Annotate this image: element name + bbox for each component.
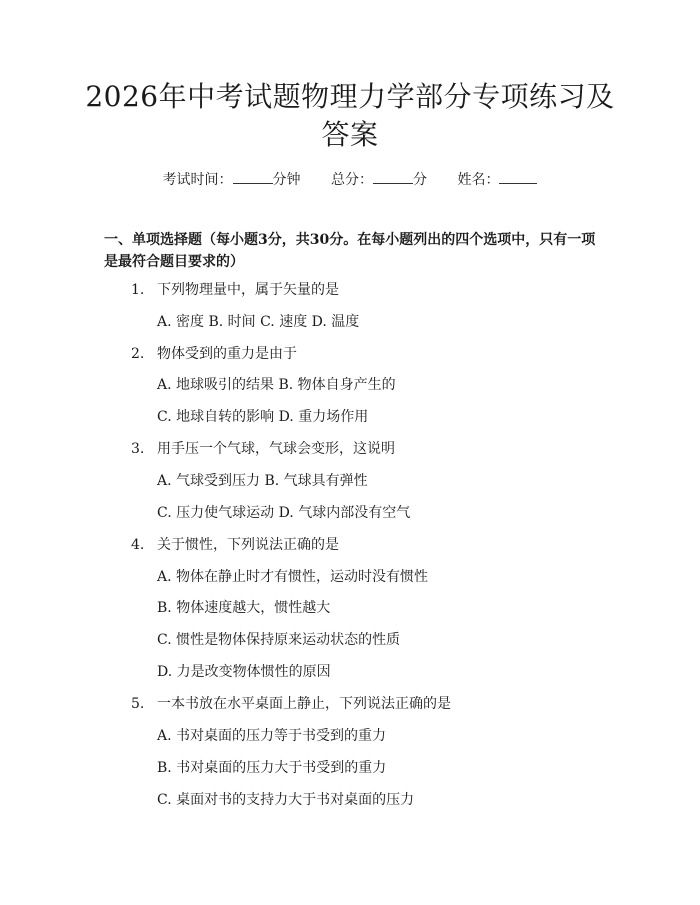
- student-name-blank: [499, 169, 537, 184]
- question-3-option-line-1: A. 气球受到压力 B. 气球具有弹性: [157, 473, 368, 489]
- exam-time-label: 考试时间：: [162, 172, 233, 188]
- question-text: 用手压一个气球，气球会变形，这说明: [157, 441, 395, 457]
- question-2-option-line-1: A. 地球吸引的结果 B. 物体自身产生的: [157, 377, 396, 393]
- question-2: [131, 345, 297, 363]
- question-3: [131, 440, 395, 458]
- question-5-option-a: A. 书对桌面的压力等于书受到的重力: [157, 728, 387, 744]
- question-number: 4.: [131, 537, 145, 553]
- question-number: 1.: [131, 282, 145, 298]
- question-number: 3.: [131, 441, 145, 457]
- exam-time-blank: [233, 169, 273, 184]
- question-number: 2.: [131, 346, 145, 362]
- question-1: [131, 281, 339, 299]
- question-3-option-line-2: C. 压力使气球运动 D. 气球内部没有空气: [157, 505, 411, 521]
- question-number: 5.: [131, 696, 145, 712]
- exam-time-unit: 分钟: [272, 172, 301, 188]
- total-score-unit: 分: [413, 172, 427, 188]
- question-2-option-line-2: C. 地球自转的影响 D. 重力场作用: [157, 409, 369, 425]
- total-score-label: 总分：: [331, 172, 373, 188]
- question-text: 下列物理量中，属于矢量的是: [157, 282, 339, 298]
- question-4: [131, 536, 339, 554]
- question-text: 物体受到的重力是由于: [157, 346, 297, 362]
- question-text: 一本书放在水平桌面上静止，下列说法正确的是: [157, 696, 451, 712]
- total-score-field: [331, 169, 427, 189]
- question-4-option-a: A. 物体在静止时才有惯性，运动时没有惯性: [157, 569, 429, 585]
- question-4-option-c: C. 惯性是物体保持原来运动状态的性质: [157, 632, 401, 648]
- question-5-option-b: B. 书对桌面的压力大于书受到的重力: [157, 760, 387, 776]
- question-5-option-c: C. 桌面对书的支持力大于书对桌面的压力: [157, 792, 415, 808]
- total-score-blank: [373, 169, 413, 184]
- student-name-label: 姓名：: [457, 172, 500, 188]
- question-text: 关于惯性，下列说法正确的是: [157, 537, 339, 553]
- question-5: [131, 695, 451, 713]
- question-4-option-b: B. 物体速度越大，惯性越大: [157, 600, 331, 616]
- question-4-option-d: D. 力是改变物体惯性的原因: [157, 664, 331, 680]
- exam-time-field: [163, 169, 301, 189]
- page-title: 2026年中考试题物理力学部分专项练习及答案: [85, 80, 615, 151]
- student-name-field: [457, 169, 537, 189]
- question-1-option-line-1: A. 密度 B. 时间 C. 速度 D. 温度: [157, 314, 360, 330]
- exam-info-row: [0, 169, 700, 189]
- section-heading: 一、单项选择题（每小题3分，共30分。在每小题列出的四个选项中，只有一项是最符合题目要求的）: [104, 232, 596, 270]
